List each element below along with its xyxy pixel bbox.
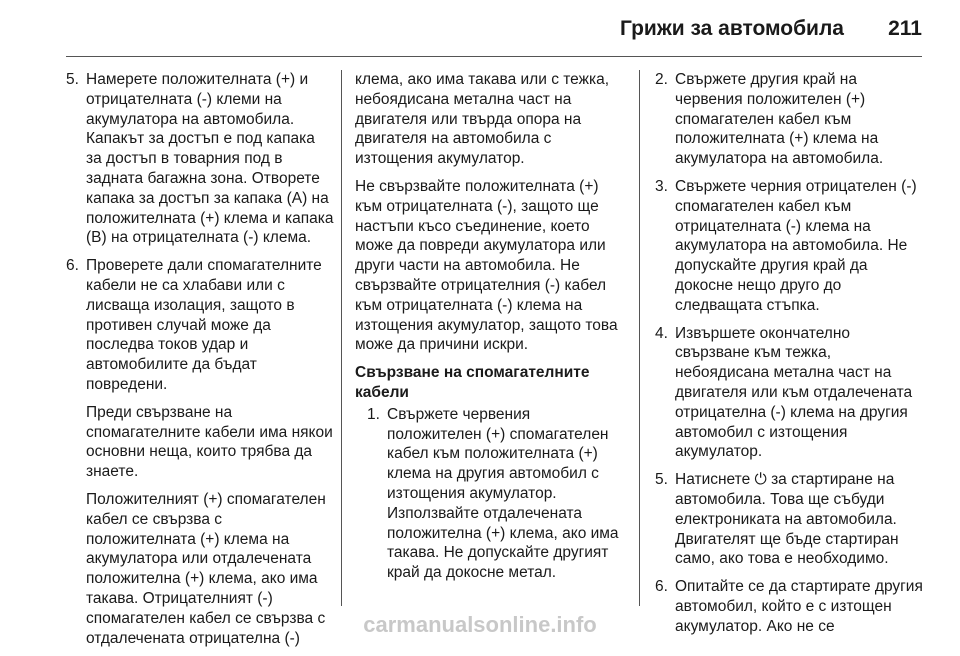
item-text: Извършете окончателно свързване към тежка, небоядисана метална част на двигателя или към отдалечената отрицателна (-) клема на другия автомобил с изтощения акумулатор. — [675, 324, 913, 461]
page-header — [0, 0, 960, 50]
list-item — [655, 324, 925, 463]
list-item — [655, 177, 925, 316]
item-number: 6. — [655, 578, 668, 596]
item-text: Опитайте се да стартирате другия автомобил, който е с изтощен акумулатор. Ако не се — [675, 578, 923, 635]
paragraph: Положителният (+) спомагателен кабел се свързва с положителната (+) клема на акумулатора или отдалечената положителна (+) клема, ако има такава. Отрицателният (-) спомагателен кабел се свързва с отдалечената отрицателна (-) — [86, 490, 326, 647]
column-2 — [355, 70, 625, 591]
item-text: Свържете другия край на червения положителен (+) спомагателен кабел към положителната (+) клема на акумулатора на автомобила. — [675, 71, 884, 168]
list-item — [66, 70, 334, 248]
item-number: 3. — [655, 177, 668, 195]
page-title: Грижи за автомобила — [619, 17, 844, 40]
header-divider — [66, 56, 922, 57]
page-number: 211 — [888, 17, 922, 40]
paragraph: Преди свързване на спомагателните кабели има някои основни неща, които трябва да знаете. — [86, 403, 333, 481]
paragraph: клема, ако има такава или с тежка, небоядисана метална част на двигателя или твърда опора на двигателя на автомобила с изтощения акумулатор. — [355, 71, 610, 168]
item-text: Намерете положителната (+) и отрицателната (-) клеми на акумулатора на автомобила. Капакът за достъп е под капака за достъп в товарния под в задната багажна зона. Отворете капака за достъп за капака (A) на положителната (+) клема и капака (B) на отрицателната (-) клема. — [86, 71, 334, 247]
item-number: 5. — [655, 471, 668, 489]
watermark: carmanualsonline.info — [363, 612, 597, 637]
item-text: Проверете дали спомагателните кабели не са хлабави или с лисваща изолация, защото в противен случай може да последва токов удар и автомобилите да бъдат повредени. — [86, 257, 322, 393]
item-text: Свържете червения положителен (+) спомагателен кабел към положителната (+) клема на другия автомобил с изтощения акумулатор. Използвайте отдалечената положителна (+) клема, ако има такава. Не допускайте другият край да докосне метал. — [387, 405, 619, 582]
column-divider — [639, 70, 640, 606]
item-number: 6. — [66, 257, 79, 275]
section-heading: Свързване на спомагателните кабели — [355, 364, 590, 401]
item-text: Натиснете ⏻ за стартиране на автомобила. Това ще събуди електрониката на автомобила. Двигателят ще бъде стартиран само, ако това е необходимо. — [675, 471, 899, 568]
list-item — [655, 470, 925, 569]
column-3 — [655, 70, 925, 645]
item-number: 2. — [655, 71, 668, 88]
item-number: 4. — [655, 324, 668, 342]
item-number: 5. — [66, 71, 79, 88]
list-item — [655, 70, 925, 169]
list-item — [66, 256, 334, 395]
column-1 — [66, 70, 334, 656]
column-divider — [341, 70, 342, 606]
item-number: 1. — [367, 405, 380, 423]
item-text: Свържете черния отрицателен (-) спомагателен кабел към отрицателната (-) клема на акумулатора на автомобила. Не допускайте другия край да докосне нещо друго до следващата стъпка. — [675, 177, 917, 314]
list-item — [355, 405, 625, 583]
paragraph: Не свързвайте положителната (+) към отрицателната (-), защото ще настъпи късо съединение, което може да повреди акумулатора или други части на автомобила. Не свързвайте отрицателния (-) кабел към отрицателната (-) клема на изтощения акумулатор, защото това може да причини искри. — [355, 177, 618, 354]
